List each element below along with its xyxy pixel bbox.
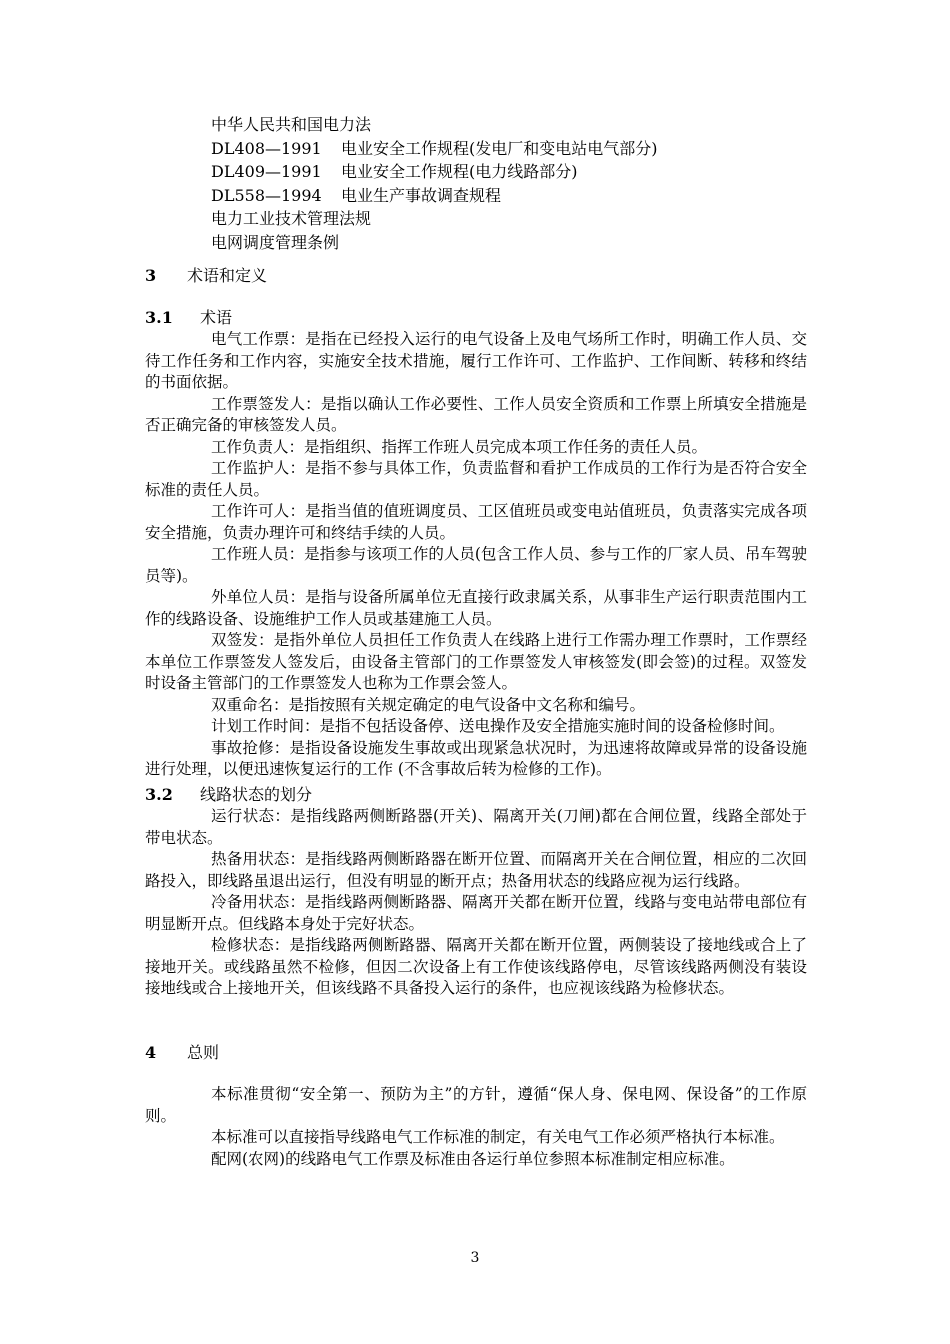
- reference-item: [211, 231, 811, 255]
- section-4-heading: [145, 1042, 219, 1064]
- state-definition: 检修状态：是指线路两侧断路器、隔离开关都在断开位置，两侧装设了接地线或合上了接地开关。或线路虽然不检修，但因二次设备上有工作使该线路停电，尽管该线路两侧没有装设接地线或合上接地开关，但该线路不具备投入运行的条件，也应视该线路为检修状态。: [145, 936, 807, 997]
- reference-item: [211, 184, 811, 208]
- term-definition: 计划工作时间：是指不包括设备停、送电操作及安全措施实施时间的设备检修时间。: [211, 717, 785, 735]
- term-definition: 事故抢修：是指设备设施发生事故或出现紧急状况时，为迅速将故障或异常的设备设施进行处理，以便迅速恢复运行的工作 (不含事故后转为检修的工作)。: [145, 738, 807, 778]
- reference-title: 电业安全工作规程(电力线路部分): [341, 162, 578, 181]
- reference-code: DL558—1994: [211, 185, 322, 205]
- section-title: 线路状态的划分: [200, 785, 313, 804]
- state-definition: 冷备用状态：是指线路两侧断路器、隔离开关都在断开位置，线路与变电站带电部位有明显断开点。但线路本身处于完好状态。: [145, 893, 807, 933]
- page-number: 3: [470, 1250, 480, 1266]
- term-definition: 外单位人员：是指与设备所属单位无直接行政隶属关系，从事非生产运行职责范围内工作的线路设备、设施维护工作人员或基建施工人员。: [145, 588, 807, 628]
- section-number: 3.2: [145, 785, 173, 804]
- section-4-body: [145, 1084, 807, 1170]
- term-definition: 工作许可人：是指当值的值班调度员、工区值班员或变电站值班员，负责落实完成各项安全措施，负责办理许可和终结手续的人员。: [145, 502, 807, 542]
- section-title: 总则: [187, 1043, 220, 1062]
- section-number: 4: [145, 1043, 157, 1062]
- general-principle: 本标准可以直接指导线路电气工作标准的制定，有关电气工作必须严格执行本标准。: [211, 1128, 785, 1146]
- term-definition: 工作票签发人：是指以确认工作必要性、工作人员安全资质和工作票上所填安全措施是否正确完备的审核签发人员。: [145, 394, 807, 434]
- section-3-2-heading: [145, 784, 312, 806]
- section-number: 3.1: [145, 308, 173, 327]
- term-definition: 工作监护人：是指不参与具体工作，负责监督和看护工作成员的工作行为是否符合安全标准的责任人员。: [145, 459, 807, 499]
- reference-title: 电业生产事故调查规程: [341, 185, 502, 205]
- section-3-1-heading: [145, 307, 232, 329]
- term-definition: 双重命名：是指按照有关规定确定的电气设备中文名称和编号。: [211, 695, 646, 714]
- reference-title: 电力工业技术管理法规: [211, 209, 372, 228]
- state-definition: 热备用状态：是指线路两侧断路器在断开位置、而隔离开关在合闸位置，相应的二次回路投入，即线路虽退出运行，但没有明显的断开点；热备用状态的线路应视为运行线路。: [145, 850, 807, 890]
- section-title: 术语和定义: [187, 266, 268, 285]
- general-principle: 配网(农网)的线路电气工作票及标准由各运行单位参照本标准制定相应标准。: [211, 1149, 735, 1168]
- reference-item: [211, 137, 811, 161]
- term-definition: 工作班人员：是指参与该项工作的人员(包含工作人员、参与工作的厂家人员、吊车驾驶员等)。: [145, 545, 807, 585]
- reference-title: 电网调度管理条例: [211, 232, 340, 252]
- section-3-1-body: [145, 329, 807, 781]
- term-definition: 电气工作票：是指在已经投入运行的电气设备上及电气场所工作时，明确工作人员、交待工作任务和工作内容，实施安全技术措施，履行工作许可、工作监护、工作间断、转移和终结的书面依据。: [145, 330, 807, 391]
- reference-list: [211, 113, 811, 254]
- state-definition: 运行状态：是指线路两侧断路器(开关)、隔离开关(刀闸)都在合闸位置，线路全部处于带电状态。: [145, 807, 807, 847]
- reference-title: 电业安全工作规程(发电厂和变电站电气部分): [341, 138, 658, 158]
- section-3-2-body: [145, 806, 807, 1000]
- reference-code: DL409—1991: [211, 162, 322, 181]
- section-3-heading: [145, 265, 267, 287]
- reference-item: [211, 207, 811, 231]
- reference-item: [211, 113, 811, 137]
- term-definition: 双签发：是指外单位人员担任工作负责人在线路上进行工作需办理工作票时，工作票经本单位工作票签发人签发后，由设备主管部门的工作票签发人审核签发(即会签)的过程。双签发时设备主管部门的工作票签发人也称为工作票会签人。: [145, 631, 807, 692]
- reference-title: 中华人民共和国电力法: [211, 115, 372, 134]
- reference-code: DL408—1991: [211, 138, 322, 158]
- term-definition: 工作负责人：是指组织、指挥工作班人员完成本项工作任务的责任人员。: [211, 437, 708, 456]
- section-number: 3: [145, 266, 157, 285]
- reference-item: [211, 160, 811, 184]
- general-principle: 本标准贯彻“安全第一、预防为主”的方针，遵循“保人身、保电网、保设备”的工作原则。: [145, 1085, 807, 1125]
- section-title: 术语: [200, 308, 233, 327]
